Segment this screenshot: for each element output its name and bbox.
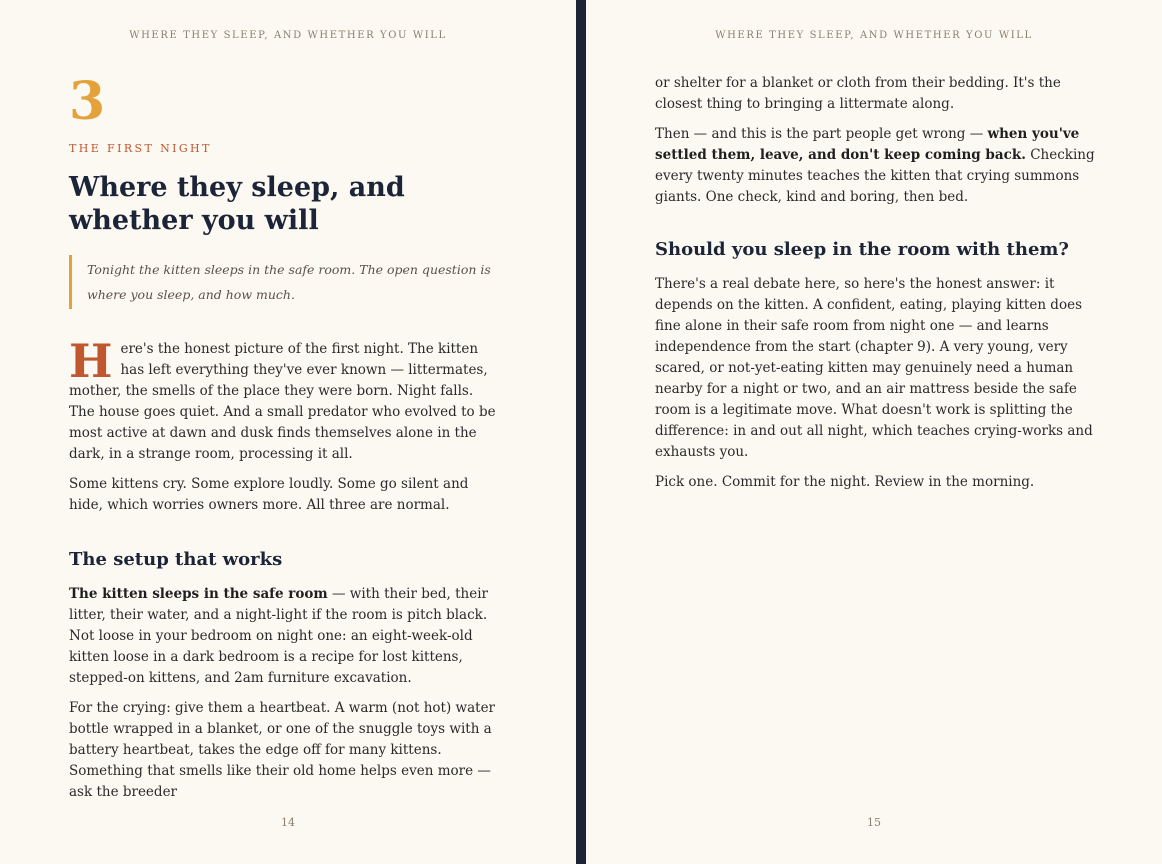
running-head: WHERE THEY SLEEP, AND WHETHER YOU WILL <box>129 30 447 41</box>
epigraph: Tonight the kitten sleeps in the safe room. The open question is where you sleep, and how much. <box>69 255 501 309</box>
left-page <box>0 0 576 864</box>
drop-cap: H <box>69 334 113 388</box>
paragraph-text: Then — and this is the part people get wrong — <box>655 126 988 142</box>
paragraph-text: ere's the honest picture of the first night. The kitten has left everything they've ever known — littermates, mother, the smells of the place they were born. Night falls. The house goes quiet. And a small predator who evolved to be most active at dawn and dusk finds themselves alone in the dark, in a strange room, processing it all. <box>69 341 496 462</box>
bold-phrase: The kitten sleeps in the safe room <box>69 586 328 602</box>
bold-phrase: when you've settled them, leave, and don't keep coming back. <box>655 126 1080 163</box>
paragraph-text: — with their bed, their litter, their water, and a night-light if the room is pitch black. Not loose in your bedroom on night one: an eight-week-old kitten loose in a dark bedroom is a recipe for lost kittens, stepped-on kittens, and 2am furniture excavation. <box>69 586 488 686</box>
chapter-title: Where they sleep, and whether you will <box>69 172 405 236</box>
body-paragraph: or shelter for a blanket or cloth from their bedding. It's the closest thing to bringing a littermate along. <box>655 75 1061 112</box>
body-paragraph: For the crying: give them a heartbeat. A warm (not hot) water bottle wrapped in a blanket, or one of the snuggle toys with a battery heartbeat, takes the edge off for many kittens. Something that smells like their old home helps even more — ask the breeder <box>69 700 496 800</box>
paragraph-text: Checking every twenty minutes teaches the kitten that crying summons giants. One check, kind and boring, then bed. <box>655 147 1095 205</box>
chapter-kicker: THE FIRST NIGHT <box>69 142 212 155</box>
section-heading: Should you sleep in the room with them? <box>655 239 1069 260</box>
body-paragraph <box>655 124 1095 208</box>
chapter-number: 3 <box>69 71 106 132</box>
body-paragraph <box>69 584 501 689</box>
page-number: 14 <box>281 816 295 829</box>
body-paragraph: Pick one. Commit for the night. Review in the morning. <box>655 474 1035 490</box>
right-page-content <box>655 73 1095 502</box>
right-page <box>586 0 1162 864</box>
page-number: 15 <box>867 816 881 829</box>
body-paragraph: Some kittens cry. Some explore loudly. Some go silent and hide, which worries owners more. All three are normal. <box>69 476 469 513</box>
running-head: WHERE THEY SLEEP, AND WHETHER YOU WILL <box>715 30 1033 41</box>
body-paragraph: There's a real debate here, so here's the honest answer: it depends on the kitten. A confident, eating, playing kitten does fine alone in their safe room from night one — and learns independence from the start (chapter 9). A very young, very scared, or not-yet-eating kitten may genuinely need a human nearby for a night or two, and an air mattress beside the safe room is a legitimate move. What doesn't work is splitting the difference: in and out all night, which teaches crying-works and exhausts you. <box>655 276 1093 460</box>
body-paragraph <box>69 334 501 465</box>
left-page-content <box>69 71 501 812</box>
section-heading: The setup that works <box>69 549 283 570</box>
